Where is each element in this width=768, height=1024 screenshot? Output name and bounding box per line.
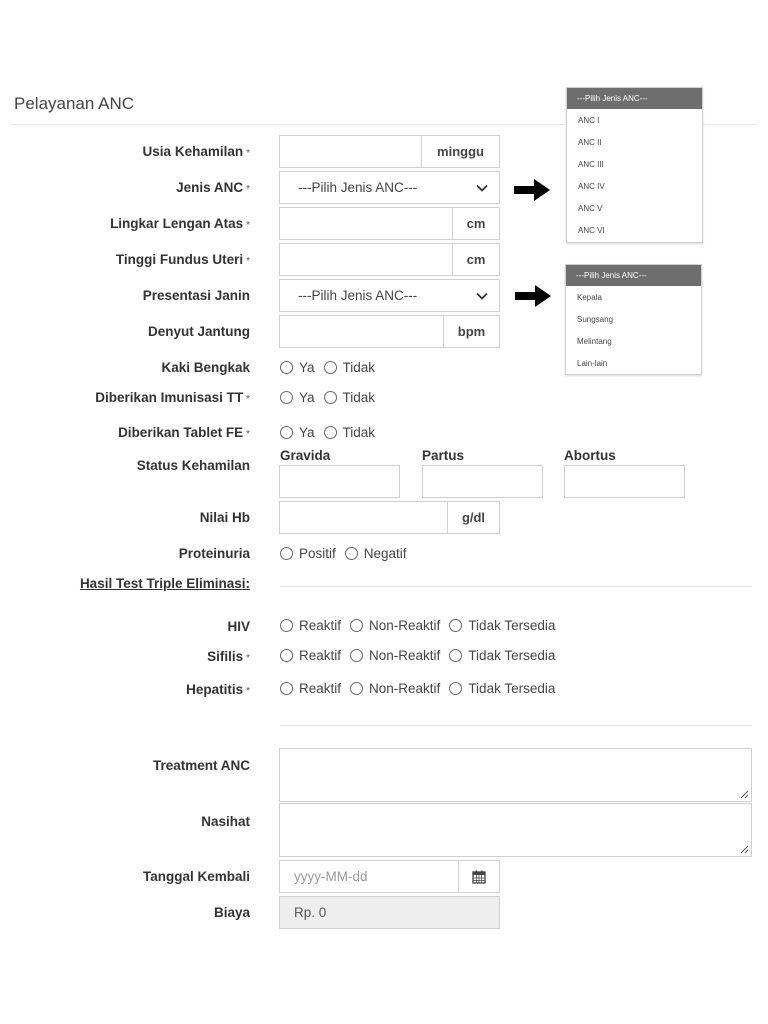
- jenis-anc-dropdown-list: [566, 87, 703, 243]
- tablet-fe-ya[interactable]: Ya: [280, 425, 315, 440]
- radio-button[interactable]: [350, 649, 363, 662]
- dropdown-option[interactable]: ANC II: [578, 137, 602, 147]
- jenis-anc-label: Jenis ANC *: [176, 180, 250, 195]
- sifilis-reaktif[interactable]: Reaktif: [280, 648, 341, 663]
- dropdown-option[interactable]: ANC VI: [578, 225, 605, 235]
- kaki-bengkak-tidak[interactable]: Tidak: [324, 360, 376, 375]
- dropdown-option[interactable]: ANC I: [578, 115, 600, 125]
- unit-gdl: g/dl: [447, 502, 499, 533]
- partus-input[interactable]: [422, 465, 543, 498]
- dropdown-option[interactable]: Melintang: [577, 336, 612, 346]
- lingkar-lengan-atas-input[interactable]: [279, 207, 500, 240]
- chevron-down-icon: [475, 289, 489, 303]
- radio-button[interactable]: [350, 682, 363, 695]
- hiv-radio-group: [280, 618, 564, 633]
- biaya-label: Biaya: [213, 905, 250, 920]
- dropdown-header[interactable]: ---Pilih Jenis ANC---: [567, 88, 702, 109]
- resize-handle-icon[interactable]: [739, 844, 749, 854]
- calendar-icon: [472, 870, 486, 884]
- radio-button[interactable]: [350, 619, 363, 632]
- presentasi-janin-label: Presentasi Janin: [142, 288, 250, 303]
- usia-kehamilan-input[interactable]: [279, 135, 500, 168]
- hepatitis-label: Hepatitis *: [186, 682, 250, 697]
- imunisasi-tt-radio-group: [280, 390, 384, 405]
- dropdown-option[interactable]: Lain-lain: [577, 358, 608, 368]
- tablet-fe-tidak[interactable]: Tidak: [324, 425, 376, 440]
- radio-button[interactable]: [449, 682, 462, 695]
- radio-button[interactable]: [280, 391, 293, 404]
- tinggi-fundus-uteri-input[interactable]: [279, 243, 500, 276]
- imunisasi-tt-tidak[interactable]: Tidak: [324, 390, 376, 405]
- chevron-down-icon: [475, 181, 489, 195]
- proteinuria-radio-group: [280, 546, 416, 561]
- radio-button[interactable]: [280, 682, 293, 695]
- dropdown-option[interactable]: ANC V: [578, 203, 603, 213]
- nilai-hb-input[interactable]: [279, 501, 500, 534]
- radio-button[interactable]: [324, 426, 337, 439]
- hiv-non-reaktif[interactable]: Non-Reaktif: [350, 618, 440, 633]
- status-kehamilan-label: Status Kehamilan: [136, 458, 250, 473]
- dropdown-option[interactable]: Sungsang: [577, 314, 614, 324]
- jenis-anc-select[interactable]: [279, 171, 500, 204]
- nilai-hb-label: Nilai Hb: [199, 510, 250, 525]
- tinggi-fundus-uteri-label: Tinggi Fundus Uteri *: [115, 252, 250, 267]
- sifilis-radio-group: [280, 648, 564, 663]
- usia-kehamilan-label: Usia Kehamilan *: [142, 144, 250, 159]
- tablet-fe-radio-group: [280, 425, 384, 440]
- arrow-right-icon: [514, 179, 550, 201]
- unit-cm: cm: [452, 244, 499, 275]
- radio-button[interactable]: [280, 426, 293, 439]
- partus-label: Partus: [422, 448, 465, 463]
- dropdown-option[interactable]: ANC IV: [578, 181, 605, 191]
- radio-button[interactable]: [280, 619, 293, 632]
- gravida-input[interactable]: [279, 465, 400, 498]
- page-title: Pelayanan ANC: [14, 94, 135, 113]
- dropdown-option[interactable]: ANC III: [578, 159, 604, 169]
- biaya-value: Rp. 0: [294, 905, 327, 920]
- date-placeholder: yyyy-MM-dd: [294, 869, 368, 884]
- section-divider: [280, 725, 752, 726]
- radio-button[interactable]: [449, 619, 462, 632]
- radio-button[interactable]: [449, 649, 462, 662]
- radio-button[interactable]: [345, 547, 358, 560]
- triple-eliminasi-divider: [280, 586, 752, 587]
- hepatitis-reaktif[interactable]: Reaktif: [280, 681, 341, 696]
- denyut-jantung-input[interactable]: [279, 315, 500, 348]
- radio-button[interactable]: [280, 649, 293, 662]
- nasihat-textarea[interactable]: [279, 803, 752, 857]
- arrow-right-icon: [515, 285, 551, 307]
- sifilis-tidak-tersedia[interactable]: Tidak Tersedia: [449, 648, 555, 663]
- proteinuria-negatif[interactable]: Negatif: [345, 546, 407, 561]
- hiv-label: HIV: [227, 619, 250, 634]
- tanggal-kembali-input[interactable]: [279, 860, 500, 893]
- sifilis-non-reaktif[interactable]: Non-Reaktif: [350, 648, 440, 663]
- kaki-bengkak-radio-group: [280, 360, 384, 375]
- biaya-input: [279, 896, 500, 929]
- gravida-label: Gravida: [280, 448, 331, 463]
- unit-minggu: minggu: [421, 136, 499, 167]
- imunisasi-tt-ya[interactable]: Ya: [280, 390, 315, 405]
- presentasi-janin-selected: ---Pilih Jenis ANC---: [298, 288, 418, 303]
- unit-cm: cm: [452, 208, 499, 239]
- hepatitis-radio-group: [280, 681, 564, 696]
- hepatitis-non-reaktif[interactable]: Non-Reaktif: [350, 681, 440, 696]
- tablet-fe-label: Diberikan Tablet FE *: [118, 425, 250, 440]
- radio-button[interactable]: [324, 391, 337, 404]
- lingkar-lengan-atas-label: Lingkar Lengan Atas *: [110, 216, 250, 231]
- unit-bpm: bpm: [443, 316, 499, 347]
- treatment-anc-textarea[interactable]: [279, 748, 752, 802]
- radio-button[interactable]: [280, 547, 293, 560]
- abortus-input[interactable]: [564, 465, 685, 498]
- denyut-jantung-label: Denyut Jantung: [147, 324, 250, 339]
- presentasi-janin-dropdown-list: [565, 264, 702, 375]
- radio-button[interactable]: [280, 361, 293, 374]
- tanggal-kembali-label: Tanggal Kembali: [142, 869, 250, 884]
- hiv-tidak-tersedia[interactable]: Tidak Tersedia: [449, 618, 555, 633]
- radio-button[interactable]: [324, 361, 337, 374]
- resize-handle-icon[interactable]: [739, 789, 749, 799]
- treatment-anc-label: Treatment ANC: [152, 758, 250, 773]
- sifilis-label: Sifilis *: [207, 649, 250, 664]
- nasihat-label: Nasihat: [201, 814, 250, 829]
- proteinuria-label: Proteinuria: [178, 546, 250, 561]
- hiv-reaktif[interactable]: Reaktif: [280, 618, 341, 633]
- jenis-anc-selected: ---Pilih Jenis ANC---: [298, 180, 418, 195]
- hepatitis-tidak-tersedia[interactable]: Tidak Tersedia: [449, 681, 555, 696]
- triple-eliminasi-heading: Hasil Test Triple Eliminasi:: [79, 576, 250, 591]
- abortus-label: Abortus: [564, 448, 616, 463]
- kaki-bengkak-ya[interactable]: Ya: [280, 360, 315, 375]
- dropdown-option[interactable]: Kepala: [577, 292, 602, 302]
- proteinuria-positif[interactable]: Positif: [280, 546, 336, 561]
- calendar-button[interactable]: [458, 861, 499, 892]
- presentasi-janin-select[interactable]: [279, 279, 500, 312]
- kaki-bengkak-label: Kaki Bengkak: [161, 360, 250, 375]
- dropdown-header[interactable]: ---Pilih Jenis ANC---: [566, 265, 701, 286]
- imunisasi-tt-label: Diberikan Imunisasi TT *: [95, 390, 250, 405]
